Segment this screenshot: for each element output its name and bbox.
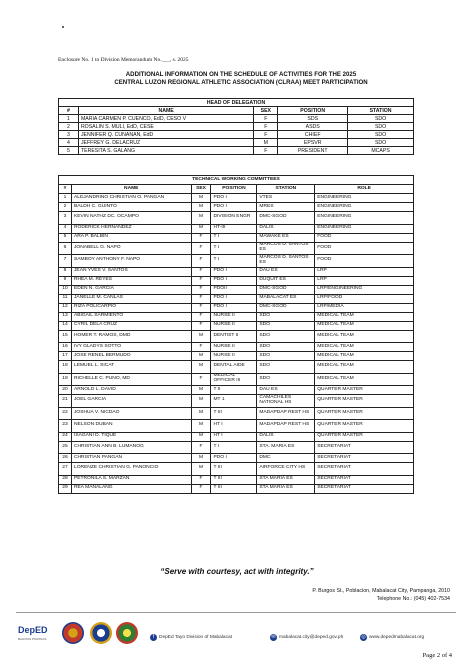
table-cell: NURSE II xyxy=(211,343,257,352)
twc-header-cell: NAME xyxy=(71,185,191,194)
table-row xyxy=(59,463,414,476)
table-cell: SDO xyxy=(257,343,315,352)
table-cell: M xyxy=(191,212,211,225)
table-row xyxy=(59,361,414,374)
table-cell: FOOD xyxy=(315,242,414,255)
table-row xyxy=(59,432,414,441)
table-cell: DALIS xyxy=(257,432,315,441)
table-cell: MEDICAL TEAM xyxy=(315,330,414,343)
twc-caption: TECHNICAL WORKING COMMITTEES xyxy=(59,176,414,185)
table-cell: M xyxy=(191,395,211,408)
table-cell: T I xyxy=(211,441,257,454)
table-cell: CHRISTIAN PANGAN xyxy=(71,454,191,463)
table-cell: 28 xyxy=(59,475,72,484)
office-address xyxy=(312,588,450,603)
table-cell: F xyxy=(191,475,211,484)
table-cell: M xyxy=(191,361,211,374)
table-cell: DALIS xyxy=(257,224,315,233)
table-cell: LEMUEL L. SICAT xyxy=(71,361,191,374)
table-cell: AIRFORCE CITY HS xyxy=(257,463,315,476)
table-cell: 26 xyxy=(59,454,72,463)
table-cell: 19 xyxy=(59,373,72,386)
table-cell: M xyxy=(191,330,211,343)
table-cell: F xyxy=(191,321,211,330)
table-cell: HT I xyxy=(211,432,257,441)
table-cell: F xyxy=(191,303,211,312)
table-row xyxy=(59,224,414,233)
table-row xyxy=(59,147,414,155)
bagong-pilipinas-seal-icon xyxy=(62,622,84,644)
table-cell: MCAPS xyxy=(348,147,414,155)
table-cell: IVY GLADYS SOTTO xyxy=(71,343,191,352)
table-cell: EDEN N. GARCIA xyxy=(71,285,191,294)
table-cell: 27 xyxy=(59,463,72,476)
facebook-text: DepEd Tayo Division of Mabalacat xyxy=(159,635,232,640)
table-cell: STA MARIA ES xyxy=(257,484,315,493)
table-cell: PDO I xyxy=(211,276,257,285)
table-row xyxy=(59,267,414,276)
table-cell: MARIA CARMEN P. CUENCO, EdD, CESO V xyxy=(78,115,253,123)
table-cell: PDO I xyxy=(211,203,257,212)
table-cell: CAMACHILES NATIONAL HS xyxy=(257,395,315,408)
table-cell: M xyxy=(191,386,211,395)
table-cell: MT 1 xyxy=(211,395,257,408)
twc-header-cell: # xyxy=(59,185,72,194)
table-row xyxy=(59,321,414,330)
table-cell: DAU ES xyxy=(257,386,315,395)
table-cell: PDOII xyxy=(211,285,257,294)
table-cell: NURSE II xyxy=(211,321,257,330)
table-cell: CHRISTIAN ANN B. LUMANOG xyxy=(71,441,191,454)
table-row xyxy=(59,484,414,493)
table-cell: MARCOS D. SANTOS ES xyxy=(257,242,315,255)
table-cell: 1 xyxy=(59,115,79,123)
table-cell: F xyxy=(191,285,211,294)
table-cell: ENGINEERING xyxy=(315,203,414,212)
table-cell: F xyxy=(254,123,278,131)
table-cell: HOMER T. RAMOS, DMD xyxy=(71,330,191,343)
table-row xyxy=(59,294,414,303)
document-title xyxy=(56,71,426,87)
footer-divider xyxy=(16,612,456,613)
city-seal-icon xyxy=(116,622,138,644)
table-row xyxy=(59,242,414,255)
table-cell: PDO I xyxy=(211,194,257,203)
table-row xyxy=(59,131,414,139)
email-text: mabalacat.city@deped.gov.ph xyxy=(279,635,344,640)
table-cell: M xyxy=(191,463,211,476)
table-cell: SECRETARIAT xyxy=(315,441,414,454)
table-cell: PETRONILA S. MARZAN xyxy=(71,475,191,484)
table-cell: M xyxy=(254,139,278,147)
table-cell: SECRETARIAT xyxy=(315,463,414,476)
table-cell: JOEL GARCIA xyxy=(71,395,191,408)
table-cell: BALDH C. GUINTO xyxy=(71,203,191,212)
table-cell: MEDICAL TEAM xyxy=(315,343,414,352)
title-line-2: CENTRAL LUZON REGIONAL ATHLETIC ASSOCIATION (CLRAA) MEET PARTICIPATION xyxy=(114,79,368,86)
table-cell: 2 xyxy=(59,203,72,212)
website-text: www.depedmabalacat.org xyxy=(369,635,425,640)
table-cell: 9 xyxy=(59,276,72,285)
table-row xyxy=(59,303,414,312)
table-cell: NURSE II xyxy=(211,312,257,321)
table-cell: 3 xyxy=(59,212,72,225)
table-row xyxy=(59,352,414,361)
table-cell: 16 xyxy=(59,343,72,352)
table-cell: JOSHUA V. NICDAO xyxy=(71,407,191,420)
table-cell: 4 xyxy=(59,139,79,147)
table-row xyxy=(59,454,414,463)
table-row xyxy=(59,123,414,131)
twc-header-cell: ROLE xyxy=(315,185,414,194)
title-line-1: ADDITIONAL INFORMATION ON THE SCHEDULE OF ACTIVITIES FOR THE 2025 xyxy=(125,71,357,78)
table-cell: SDO xyxy=(257,373,315,386)
table-cell: MEDICAL TEAM xyxy=(315,373,414,386)
email-link[interactable] xyxy=(270,634,343,641)
table-cell: MEDICAL TEAM xyxy=(315,321,414,330)
telephone-line: Telephone No.: (045) 402-7534 xyxy=(376,595,450,602)
table-cell: T III xyxy=(211,475,257,484)
table-cell: T I xyxy=(211,242,257,255)
table-cell: TERESITA S. GALANG xyxy=(78,147,253,155)
table-cell: 29 xyxy=(59,484,72,493)
head-of-delegation-table xyxy=(58,98,414,155)
table-cell: QUARTER MASTER xyxy=(315,395,414,408)
table-cell: MADAPDAP REST HS xyxy=(257,420,315,433)
table-cell: M xyxy=(191,420,211,433)
table-cell: DMC xyxy=(257,454,315,463)
table-cell: T I xyxy=(211,255,257,268)
table-row xyxy=(59,194,414,203)
table-cell: 8 xyxy=(59,267,72,276)
table-row xyxy=(59,420,414,433)
table-cell: DUQUIT ES xyxy=(257,276,315,285)
table-cell: 25 xyxy=(59,441,72,454)
table-cell: 15 xyxy=(59,330,72,343)
hod-header-cell: SEX xyxy=(254,107,278,115)
twc-header-cell: STATION xyxy=(257,185,315,194)
table-cell: MEDICAL TEAM xyxy=(315,312,414,321)
table-cell: 4 xyxy=(59,224,72,233)
table-cell: M xyxy=(191,194,211,203)
table-cell: ARNOLD L. DAVID xyxy=(71,386,191,395)
table-cell: ENGINEERING xyxy=(315,194,414,203)
table-cell: ISAGANI D. TIQUE xyxy=(71,432,191,441)
table-cell: VTES xyxy=(257,194,315,203)
table-row xyxy=(59,255,414,268)
table-row xyxy=(59,212,414,225)
website-link[interactable] xyxy=(360,634,424,641)
table-cell: JOSE RENEL BERMUDO xyxy=(71,352,191,361)
bagong-pilipinas-caption: BAGONG PILIPINAS xyxy=(18,637,47,641)
table-cell: 7 xyxy=(59,255,72,268)
table-row xyxy=(59,395,414,408)
scan-mark xyxy=(62,26,64,28)
hod-caption: HEAD OF DELEGATION xyxy=(59,99,414,107)
address-line: P. Burgos St., Poblacion, Mabalacat City, Pampanga, 2010 xyxy=(312,588,450,594)
table-cell: JENNIFER Q. CUNANAN, EdD xyxy=(78,131,253,139)
table-cell: T II xyxy=(211,386,257,395)
table-cell: DMC-SGOD xyxy=(257,285,315,294)
table-cell: CHIEF xyxy=(278,131,348,139)
table-cell: LRP/MEDIA xyxy=(315,303,414,312)
table-cell: DMC-SGOD xyxy=(257,212,315,225)
table-cell: F xyxy=(191,441,211,454)
table-cell: PDO I xyxy=(211,294,257,303)
table-cell: JEAN YVES V. SANTOS xyxy=(71,267,191,276)
table-cell: 18 xyxy=(59,361,72,374)
table-row xyxy=(59,330,414,343)
table-cell: 23 xyxy=(59,420,72,433)
table-cell: KEVIN NATHZ DC. OCAMPO xyxy=(71,212,191,225)
table-cell: 21 xyxy=(59,395,72,408)
globe-icon: ◎ xyxy=(361,634,366,640)
table-cell: MRES xyxy=(257,203,315,212)
table-cell: F xyxy=(254,147,278,155)
table-cell: RHEA M. REYES xyxy=(71,276,191,285)
table-cell: MABALACAT ES xyxy=(257,294,315,303)
table-cell: MARCOS D. SANTOS ES xyxy=(257,255,315,268)
table-cell: HT I xyxy=(211,420,257,433)
table-cell: F xyxy=(191,255,211,268)
table-cell: F xyxy=(191,312,211,321)
table-cell: 24 xyxy=(59,432,72,441)
table-cell: ABIGAIL SARMIENTO xyxy=(71,312,191,321)
table-row xyxy=(59,115,414,123)
table-cell: DENTIST II xyxy=(211,330,257,343)
table-cell: ENGINEERING xyxy=(315,212,414,225)
table-cell: T I xyxy=(211,233,257,242)
table-cell: STA. MARIA ES xyxy=(257,441,315,454)
table-cell: F xyxy=(254,115,278,123)
table-cell: DIVISION ENGR xyxy=(211,212,257,225)
technical-working-committees-table xyxy=(58,175,414,494)
table-cell: F xyxy=(191,233,211,242)
table-cell: SDO xyxy=(348,123,414,131)
table-cell: MAWAKE ES xyxy=(257,233,315,242)
table-cell: M xyxy=(191,352,211,361)
table-cell: PDO I xyxy=(211,267,257,276)
table-cell: MEDICAL OFFICER III xyxy=(211,373,257,386)
table-cell: F xyxy=(191,373,211,386)
table-cell: MEDICAL TEAM xyxy=(315,352,414,361)
table-cell: MADAPDAP REST HS xyxy=(257,407,315,420)
table-cell: F xyxy=(191,276,211,285)
table-cell: SDO xyxy=(257,330,315,343)
table-cell: 10 xyxy=(59,285,72,294)
table-cell: M xyxy=(191,203,211,212)
table-cell: F xyxy=(191,343,211,352)
table-cell: ASDS xyxy=(278,123,348,131)
table-cell: STA MARIA ES xyxy=(257,475,315,484)
table-cell: SDO xyxy=(257,312,315,321)
table-cell: LRP xyxy=(315,276,414,285)
table-cell: LORENZE CHRISTIAN G. PANONCIO xyxy=(71,463,191,476)
table-row xyxy=(59,285,414,294)
facebook-link[interactable] xyxy=(150,634,232,641)
table-cell: PDO I xyxy=(211,303,257,312)
table-cell: ROSALIN S. MULI, EdD, CESE xyxy=(78,123,253,131)
table-cell: PRESIDENT xyxy=(278,147,348,155)
table-row xyxy=(59,233,414,242)
table-cell: JANELLE M. CANLAS xyxy=(71,294,191,303)
table-cell: SDO xyxy=(257,361,315,374)
table-cell: F xyxy=(191,294,211,303)
table-cell: RODERICK HERNANDEZ xyxy=(71,224,191,233)
deped-logo: DepED xyxy=(18,625,48,635)
hod-header-cell: # xyxy=(59,107,79,115)
table-cell: 20 xyxy=(59,386,72,395)
table-cell: MEDICAL TEAM xyxy=(315,361,414,374)
table-cell: 11 xyxy=(59,294,72,303)
table-cell: SDO xyxy=(348,131,414,139)
table-cell: T III xyxy=(211,407,257,420)
table-cell: 12 xyxy=(59,303,72,312)
table-cell: F xyxy=(191,484,211,493)
table-cell: SDS xyxy=(278,115,348,123)
table-row xyxy=(59,139,414,147)
table-cell: QUARTER MASTER xyxy=(315,407,414,420)
table-cell: REA MANALANG xyxy=(71,484,191,493)
table-cell: M xyxy=(191,224,211,233)
table-cell: M xyxy=(191,432,211,441)
table-cell: NURSE II xyxy=(211,352,257,361)
table-cell: 6 xyxy=(59,242,72,255)
enclosure-label: Enclosure No. 1 to Division Memorandum No.___, s. 2025 xyxy=(58,57,189,63)
table-cell: QUARTER MASTER xyxy=(315,386,414,395)
table-cell: 14 xyxy=(59,321,72,330)
table-cell: T III xyxy=(211,484,257,493)
facebook-icon: f xyxy=(150,634,157,641)
table-cell: 17 xyxy=(59,352,72,361)
table-cell: 5 xyxy=(59,233,72,242)
table-row xyxy=(59,475,414,484)
email-icon: ✉ xyxy=(271,634,276,640)
table-cell: F xyxy=(191,267,211,276)
table-cell: 13 xyxy=(59,312,72,321)
table-cell: LRP/ENGINEERING xyxy=(315,285,414,294)
table-cell: SDO xyxy=(257,352,315,361)
table-row xyxy=(59,386,414,395)
table-cell: PDO I xyxy=(211,454,257,463)
hod-header-cell: NAME xyxy=(78,107,253,115)
table-cell: LRP/FOOD xyxy=(315,294,414,303)
table-cell: 2 xyxy=(59,123,79,131)
table-cell: SECRETARIAT xyxy=(315,484,414,493)
table-cell: DAU ES xyxy=(257,267,315,276)
hod-header-cell: POSITION xyxy=(278,107,348,115)
table-cell: 5 xyxy=(59,147,79,155)
table-cell: ENGINEERING xyxy=(315,224,414,233)
table-cell: JEFFREY G. DELACRUZ xyxy=(78,139,253,147)
table-cell: SAMBOY ANTHONY F. NAPO xyxy=(71,255,191,268)
table-cell: DENTAL AIDE xyxy=(211,361,257,374)
table-cell: RIZA POLICARPIO xyxy=(71,303,191,312)
table-cell: SDO xyxy=(348,139,414,147)
table-cell: DMC-SGOD xyxy=(257,303,315,312)
table-cell: SDO xyxy=(257,321,315,330)
table-cell: NELSON DUBAN xyxy=(71,420,191,433)
table-cell: M xyxy=(191,407,211,420)
twc-header-cell: POSITION xyxy=(211,185,257,194)
table-cell: T III xyxy=(211,463,257,476)
table-cell: M xyxy=(191,454,211,463)
table-cell: 22 xyxy=(59,407,72,420)
table-cell: 3 xyxy=(59,131,79,139)
table-cell: SECRETARIAT xyxy=(315,454,414,463)
table-cell: F xyxy=(254,131,278,139)
table-cell: SECRETARIAT xyxy=(315,475,414,484)
division-seal-icon xyxy=(90,622,112,644)
table-cell: FOOD xyxy=(315,233,414,242)
table-cell: QUARTER MASTER xyxy=(315,432,414,441)
table-row xyxy=(59,203,414,212)
hod-header-cell: STATION xyxy=(348,107,414,115)
table-row xyxy=(59,407,414,420)
table-cell: SDO xyxy=(348,115,414,123)
table-cell: 1 xyxy=(59,194,72,203)
table-row xyxy=(59,343,414,352)
table-row xyxy=(59,373,414,386)
twc-header-cell: SEX xyxy=(191,185,211,194)
table-cell: RICHELLE C. PUNO, MD xyxy=(71,373,191,386)
table-cell: CYRIL DELA CRUZ xyxy=(71,321,191,330)
page-number: Page 2 of 4 xyxy=(422,652,452,659)
motto: “Serve with courtesy, act with integrity.” xyxy=(160,567,314,576)
table-row xyxy=(59,441,414,454)
table-cell: JONABELL G. NAPO xyxy=(71,242,191,255)
table-row xyxy=(59,312,414,321)
table-cell: F xyxy=(191,242,211,255)
table-row xyxy=(59,276,414,285)
table-cell: ALEJANDRINO CHRISTIAN O. PANGAN xyxy=(71,194,191,203)
table-cell: ARA P. BALBIN xyxy=(71,233,191,242)
table-cell: EPSVR xyxy=(278,139,348,147)
table-cell: QUARTER MASTER xyxy=(315,420,414,433)
table-cell: HT-III xyxy=(211,224,257,233)
table-cell: FOOD xyxy=(315,255,414,268)
table-cell: LRP xyxy=(315,267,414,276)
